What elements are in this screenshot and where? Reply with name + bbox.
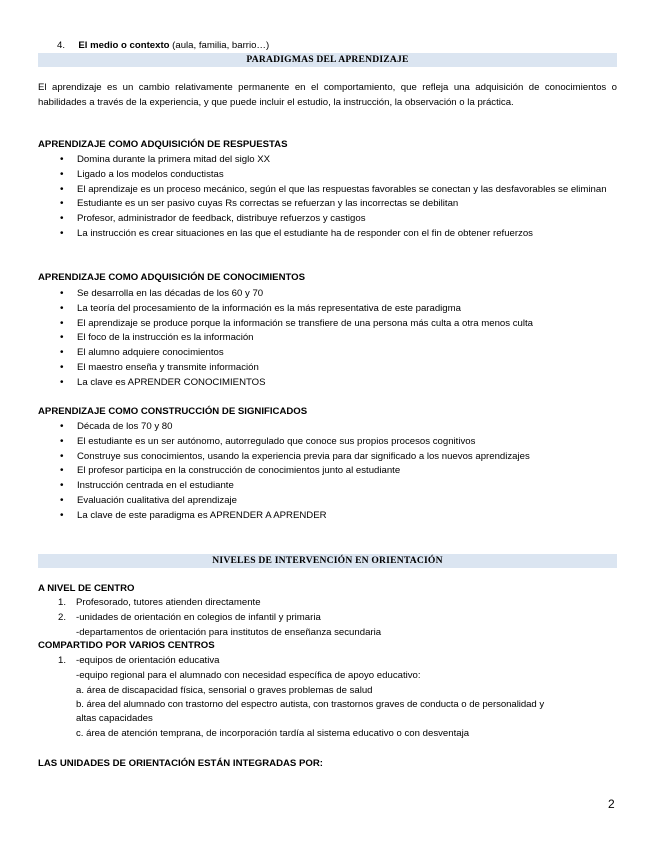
- list-item: • El aprendizaje es un proceso mecánico, según el que las respuestas favorables se conectan y las desfavorables se eliminan: [38, 183, 618, 198]
- list-item: • Evaluación cualitativa del aprendizaje: [38, 494, 618, 509]
- heading-niveles: NIVELES DE INTERVENCIÓN EN ORIENTACIÓN: [38, 554, 617, 568]
- centro-item2-line2: -departamentos de orientación para institutos de enseñanza secundaria: [76, 627, 382, 638]
- top-list-item: [57, 40, 269, 51]
- list-item: • El aprendizaje se produce porque la información se transfiere de una persona más culta a otra menos culta: [38, 317, 618, 332]
- compartido-line1: -equipos de orientación educativa: [76, 655, 220, 666]
- page-number: 2: [608, 797, 615, 811]
- top-item-number: 4.: [57, 40, 66, 51]
- list-item: • Década de los 70 y 80: [38, 420, 618, 435]
- list-item: • Profesor, administrador de feedback, distribuye refuerzos y castigos: [38, 212, 618, 227]
- list-item: • Estudiante es un ser pasivo cuyas Rs correctas se refuerzan y las incorrectas se debilitan: [38, 197, 618, 212]
- list-item: • El estudiante es un ser autónomo, autorregulado que conoce sus propios procesos cognitivos: [38, 435, 618, 450]
- section-title-conocimientos: APRENDIZAJE COMO ADQUISICIÓN DE CONOCIMIENTOS: [38, 272, 306, 283]
- compartido-line2: -equipo regional para el alumnado con necesidad específica de apoyo educativo:: [76, 670, 421, 681]
- compartido-line5: c. área de atención temprana, de incorporación tardía al sistema educativo o con desventaja: [76, 728, 470, 739]
- list-item: • Se desarrolla en las décadas de los 60 y 70: [38, 287, 618, 302]
- centro-item1-text: Profesorado, tutores atienden directamente: [76, 597, 261, 608]
- list-item: • La clave de este paradigma es APRENDER A APRENDER: [38, 509, 618, 524]
- section-title-respuestas: APRENDIZAJE COMO ADQUISICIÓN DE RESPUESTAS: [38, 139, 288, 150]
- list-respuestas: [38, 153, 618, 241]
- compartido-line4b: altas capacidades: [76, 713, 153, 724]
- list-significados: [38, 420, 618, 524]
- list-item: • Construye sus conocimientos, usando la experiencia previa para dar significado a los nuevos aprendizajes: [38, 450, 618, 465]
- list-item: • Instrucción centrada en el estudiante: [38, 479, 618, 494]
- compartido-line4a: b. área del alumnado con trastorno del espectro autista, con trastornos graves de conducta o de personalidad y: [76, 699, 545, 710]
- compartido-item1-number: 1.: [58, 655, 67, 666]
- centro-item2-line1: -unidades de orientación en colegios de infantil y primaria: [76, 612, 321, 623]
- list-item: • Domina durante la primera mitad del siglo XX: [38, 153, 618, 168]
- centro-item2-number: 2.: [58, 612, 67, 623]
- centro-item1-number: 1.: [58, 597, 67, 608]
- list-item: • El maestro enseña y transmite información: [38, 361, 618, 376]
- list-item: • El foco de la instrucción es la información: [38, 331, 618, 346]
- section-title-unidades: LAS UNIDADES DE ORIENTACIÓN ESTÁN INTEGRADAS POR:: [38, 758, 323, 769]
- list-item: • El profesor participa en la construcción de conocimientos junto al estudiante: [38, 464, 618, 479]
- intro-paragraph: El aprendizaje es un cambio relativamente permanente en el comportamiento, que refleja una adquisición de conocimientos o habilidades a través de la experiencia, y que puede incluir el estudio, la instrucción, la observación o la práctica.: [38, 82, 617, 108]
- top-item-bold-text: El medio o contexto: [78, 40, 170, 51]
- list-item: • Ligado a los modelos conductistas: [38, 168, 618, 183]
- list-item: • El alumno adquiere conocimientos: [38, 346, 618, 361]
- list-conocimientos: [38, 287, 618, 391]
- compartido-line3: a. área de discapacidad física, sensorial o graves problemas de salud: [76, 685, 373, 696]
- list-item: • La clave es APRENDER CONOCIMIENTOS: [38, 376, 618, 391]
- section-title-centro: A NIVEL DE CENTRO: [38, 583, 135, 594]
- heading-paradigmas: PARADIGMAS DEL APRENDIZAJE: [38, 53, 617, 67]
- top-item-text: (aula, familia, barrio…): [169, 40, 270, 51]
- section-title-compartido: COMPARTIDO POR VARIOS CENTROS: [38, 640, 215, 651]
- list-item: • La teoría del procesamiento de la información es la más representativa de este paradigma: [38, 302, 618, 317]
- list-item: • La instrucción es crear situaciones en las que el estudiante ha de responder con el fin de obtener refuerzos: [38, 227, 618, 242]
- section-title-significados: APRENDIZAJE COMO CONSTRUCCIÓN DE SIGNIFICADOS: [38, 406, 308, 417]
